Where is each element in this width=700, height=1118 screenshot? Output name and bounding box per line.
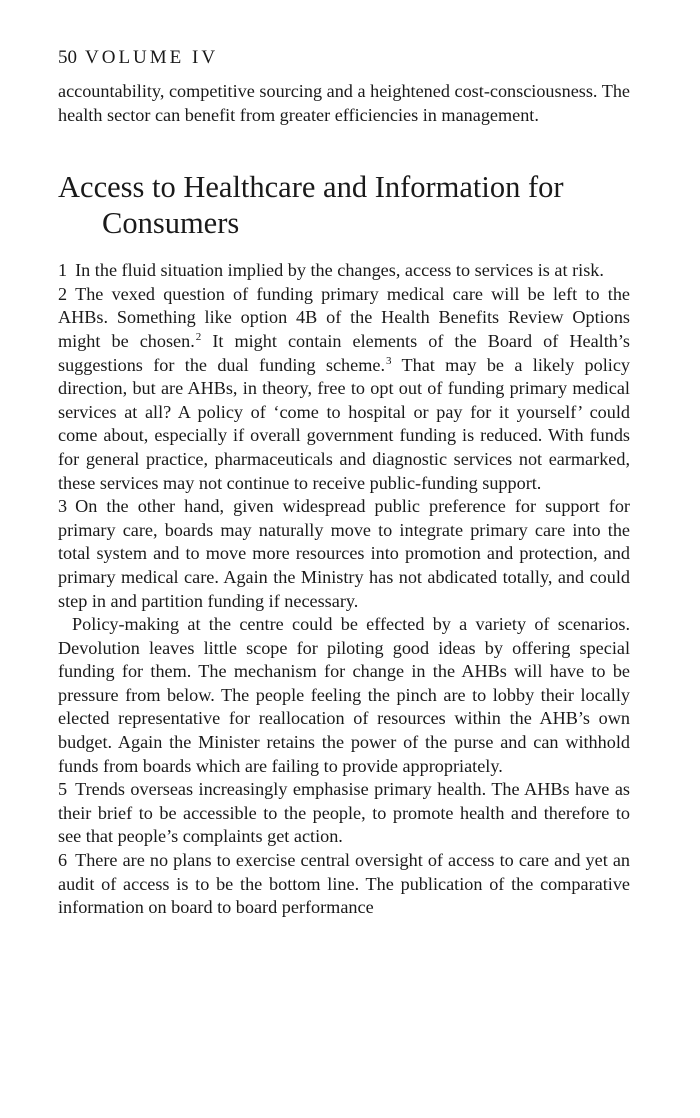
paragraph-number: 2 — [58, 283, 68, 304]
book-page — [58, 46, 630, 920]
paragraph-2 — [58, 283, 630, 495]
paragraph-text: Policy-making at the centre could be effected by a variety of scenarios. Devolution leaves little scope for piloting good ideas by offering special funding for them. The mechanism for change in the AHBs will have to be pressure from below. The people feeling the pinch are to lobby their locally elected representative for reallocation of resources within the AHB’s own budget. Again the Minister retains the power of the purse and can withhold funds from boards which are failing to provide appropriately. — [58, 614, 630, 776]
section-title: Access to Healthcare and Information for Consumers — [58, 170, 564, 241]
paragraph-text: The vexed question of funding primary medical care will be left to the AHBs. Something like option 4B of the Health Benefits Review Options might be chosen. — [58, 283, 630, 351]
paragraph-text: It might contain elements of the Board of Health’s suggestions for the dual funding scheme. — [58, 330, 630, 375]
paragraph-3 — [58, 495, 630, 613]
footnote-ref[interactable]: 3 — [386, 354, 392, 367]
paragraph-1 — [58, 259, 630, 283]
footnote-ref[interactable]: 2 — [195, 330, 202, 343]
paragraph-6 — [58, 849, 630, 920]
intro-paragraph: accountability, competitive sourcing and a heightened cost-consciousness. The health sector can benefit from greater efficiencies in management. — [58, 81, 630, 125]
volume-label: VOLUME IV — [85, 47, 219, 68]
paragraph-5 — [58, 778, 630, 849]
paragraph-text: There are no plans to exercise central oversight of access to care and yet an audit of access is to be the bottom line. The publication of the comparative information on board to board performance — [58, 850, 630, 918]
paragraph-number: 1 — [58, 260, 68, 281]
paragraph-text: Trends overseas increasingly emphasise primary health. The AHBs have as their brief to be accessible to the people, to promote health and therefore to see that people’s complaints get action. — [58, 779, 630, 847]
paragraph-text: On the other hand, given widespread public preference for support for primary care, boards may naturally move to integrate primary care into the total system and to move more resources into promotion and protection, and primary medical care. Again the Ministry has not abdicated totally, and could step in and partition funding if necessary. — [58, 496, 630, 611]
paragraph-4 — [58, 613, 630, 778]
paragraph-number: 5 — [58, 779, 68, 800]
paragraph-text: In the fluid situation implied by the changes, access to services is at risk. — [75, 260, 604, 281]
paragraph-text: That may be a likely policy direction, but are AHBs, in theory, free to opt out of funding primary medical services at all? A policy of ‘come to hospital or pay for it yourself’ could come about, especially if overall government funding is reduced. With funds for general practice, pharmaceuticals and diagnostic services not earmarked, these services may not continue to receive public-funding support. — [58, 354, 630, 493]
paragraph-number: 3 — [58, 496, 68, 517]
running-head — [58, 46, 630, 70]
page-number: 50 — [58, 47, 77, 68]
paragraph-number: 6 — [58, 850, 68, 871]
